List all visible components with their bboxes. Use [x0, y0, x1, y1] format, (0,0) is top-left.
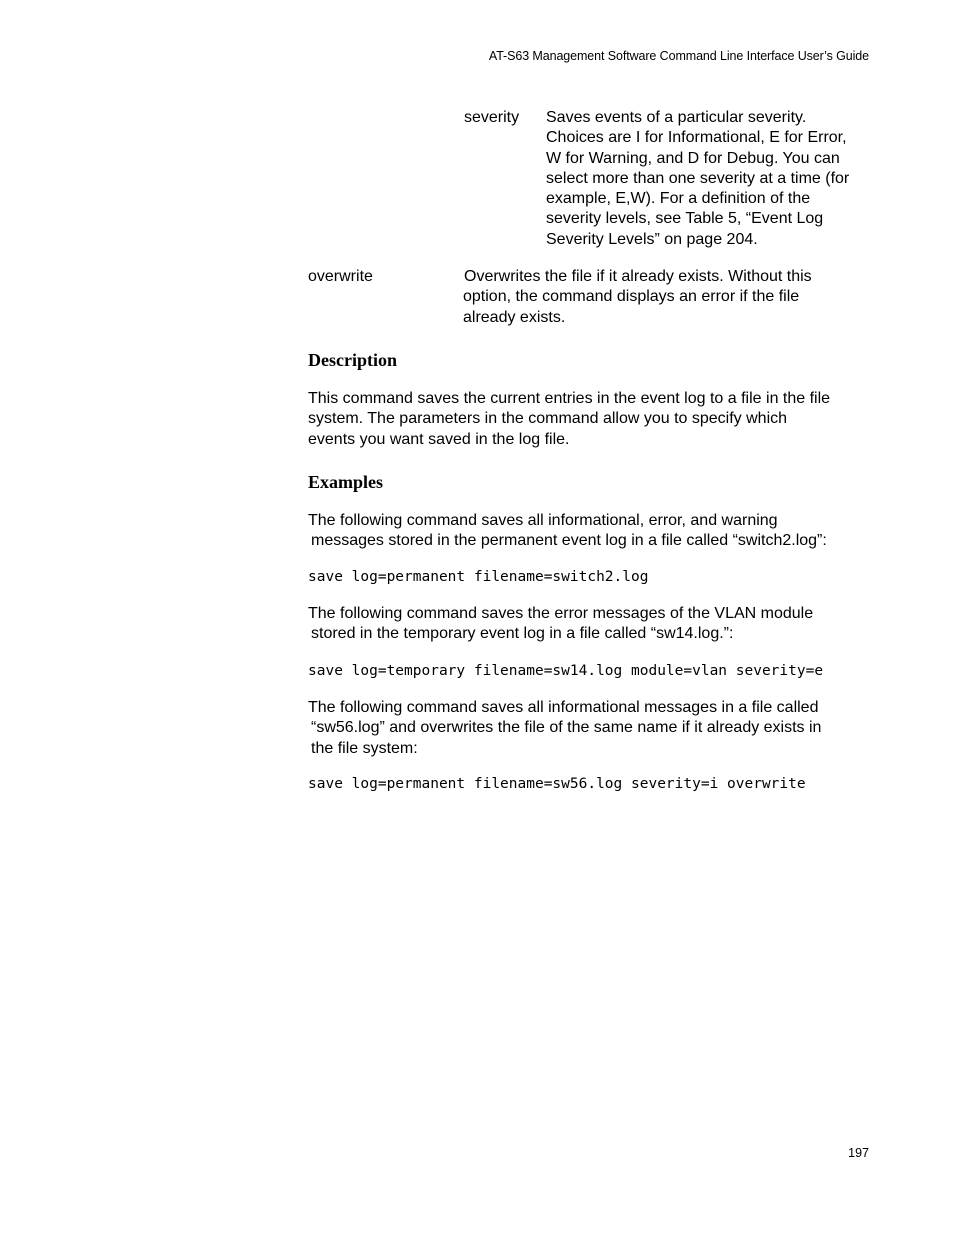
text-line: the file system:: [311, 739, 418, 757]
text-line: system. The parameters in the command allow you to specify which: [308, 410, 788, 428]
text-line: Severity Levels” on page 204.: [546, 230, 758, 248]
param-label-severity: severity: [464, 109, 520, 126]
text-line: W for Warning, and D for Debug. You can: [546, 149, 840, 167]
param-description-severity: [546, 108, 876, 250]
example-paragraph-3: [308, 698, 878, 759]
text-line: Choices are I for Informational, E for Error,: [546, 129, 847, 147]
section-heading-description: Description: [308, 350, 397, 370]
param-description-overwrite: [463, 267, 873, 328]
code-example-3: save log=permanent filename=sw56.log severity=i overwrite: [308, 776, 806, 792]
running-header: AT-S63 Management Software Command Line Interface User’s Guide: [488, 49, 869, 63]
section-heading-examples: Examples: [308, 472, 384, 492]
param-label-overwrite: overwrite: [308, 268, 373, 285]
text-line: severity levels, see Table 5, “Event Log: [546, 210, 824, 228]
example-paragraph-2: [308, 604, 878, 645]
code-example-1: save log=permanent filename=switch2.log: [308, 569, 649, 585]
text-line: already exists.: [463, 308, 566, 326]
text-line: The following command saves the error messages of the VLAN module: [308, 605, 814, 622]
text-line: select more than one severity at a time (for: [546, 169, 850, 187]
text-line: messages stored in the permanent event log in a file called “switch2.log”:: [311, 532, 827, 550]
text-line: Overwrites the file if it already exists. Without this: [464, 268, 812, 285]
text-line: events you want saved in the log file.: [308, 430, 570, 448]
text-line: “sw56.log” and overwrites the file of the same name if it already exists in: [311, 719, 822, 737]
text-line: This command saves the current entries in the event log to a file in the file: [308, 390, 831, 407]
text-line: example, E,W). For a definition of the: [546, 190, 811, 208]
description-paragraph: [308, 389, 878, 450]
page-number: 197: [848, 1146, 869, 1160]
text-line: The following command saves all informational messages in a file called: [308, 699, 819, 716]
code-example-2: save log=temporary filename=sw14.log module=vlan severity=e: [308, 663, 824, 679]
example-paragraph-1: [308, 511, 878, 552]
text-line: The following command saves all informational, error, and warning: [308, 512, 778, 529]
text-line: stored in the temporary event log in a file called “sw14.log.”:: [311, 625, 734, 643]
text-line: Saves events of a particular severity.: [546, 109, 807, 126]
text-line: option, the command displays an error if the file: [463, 288, 800, 306]
